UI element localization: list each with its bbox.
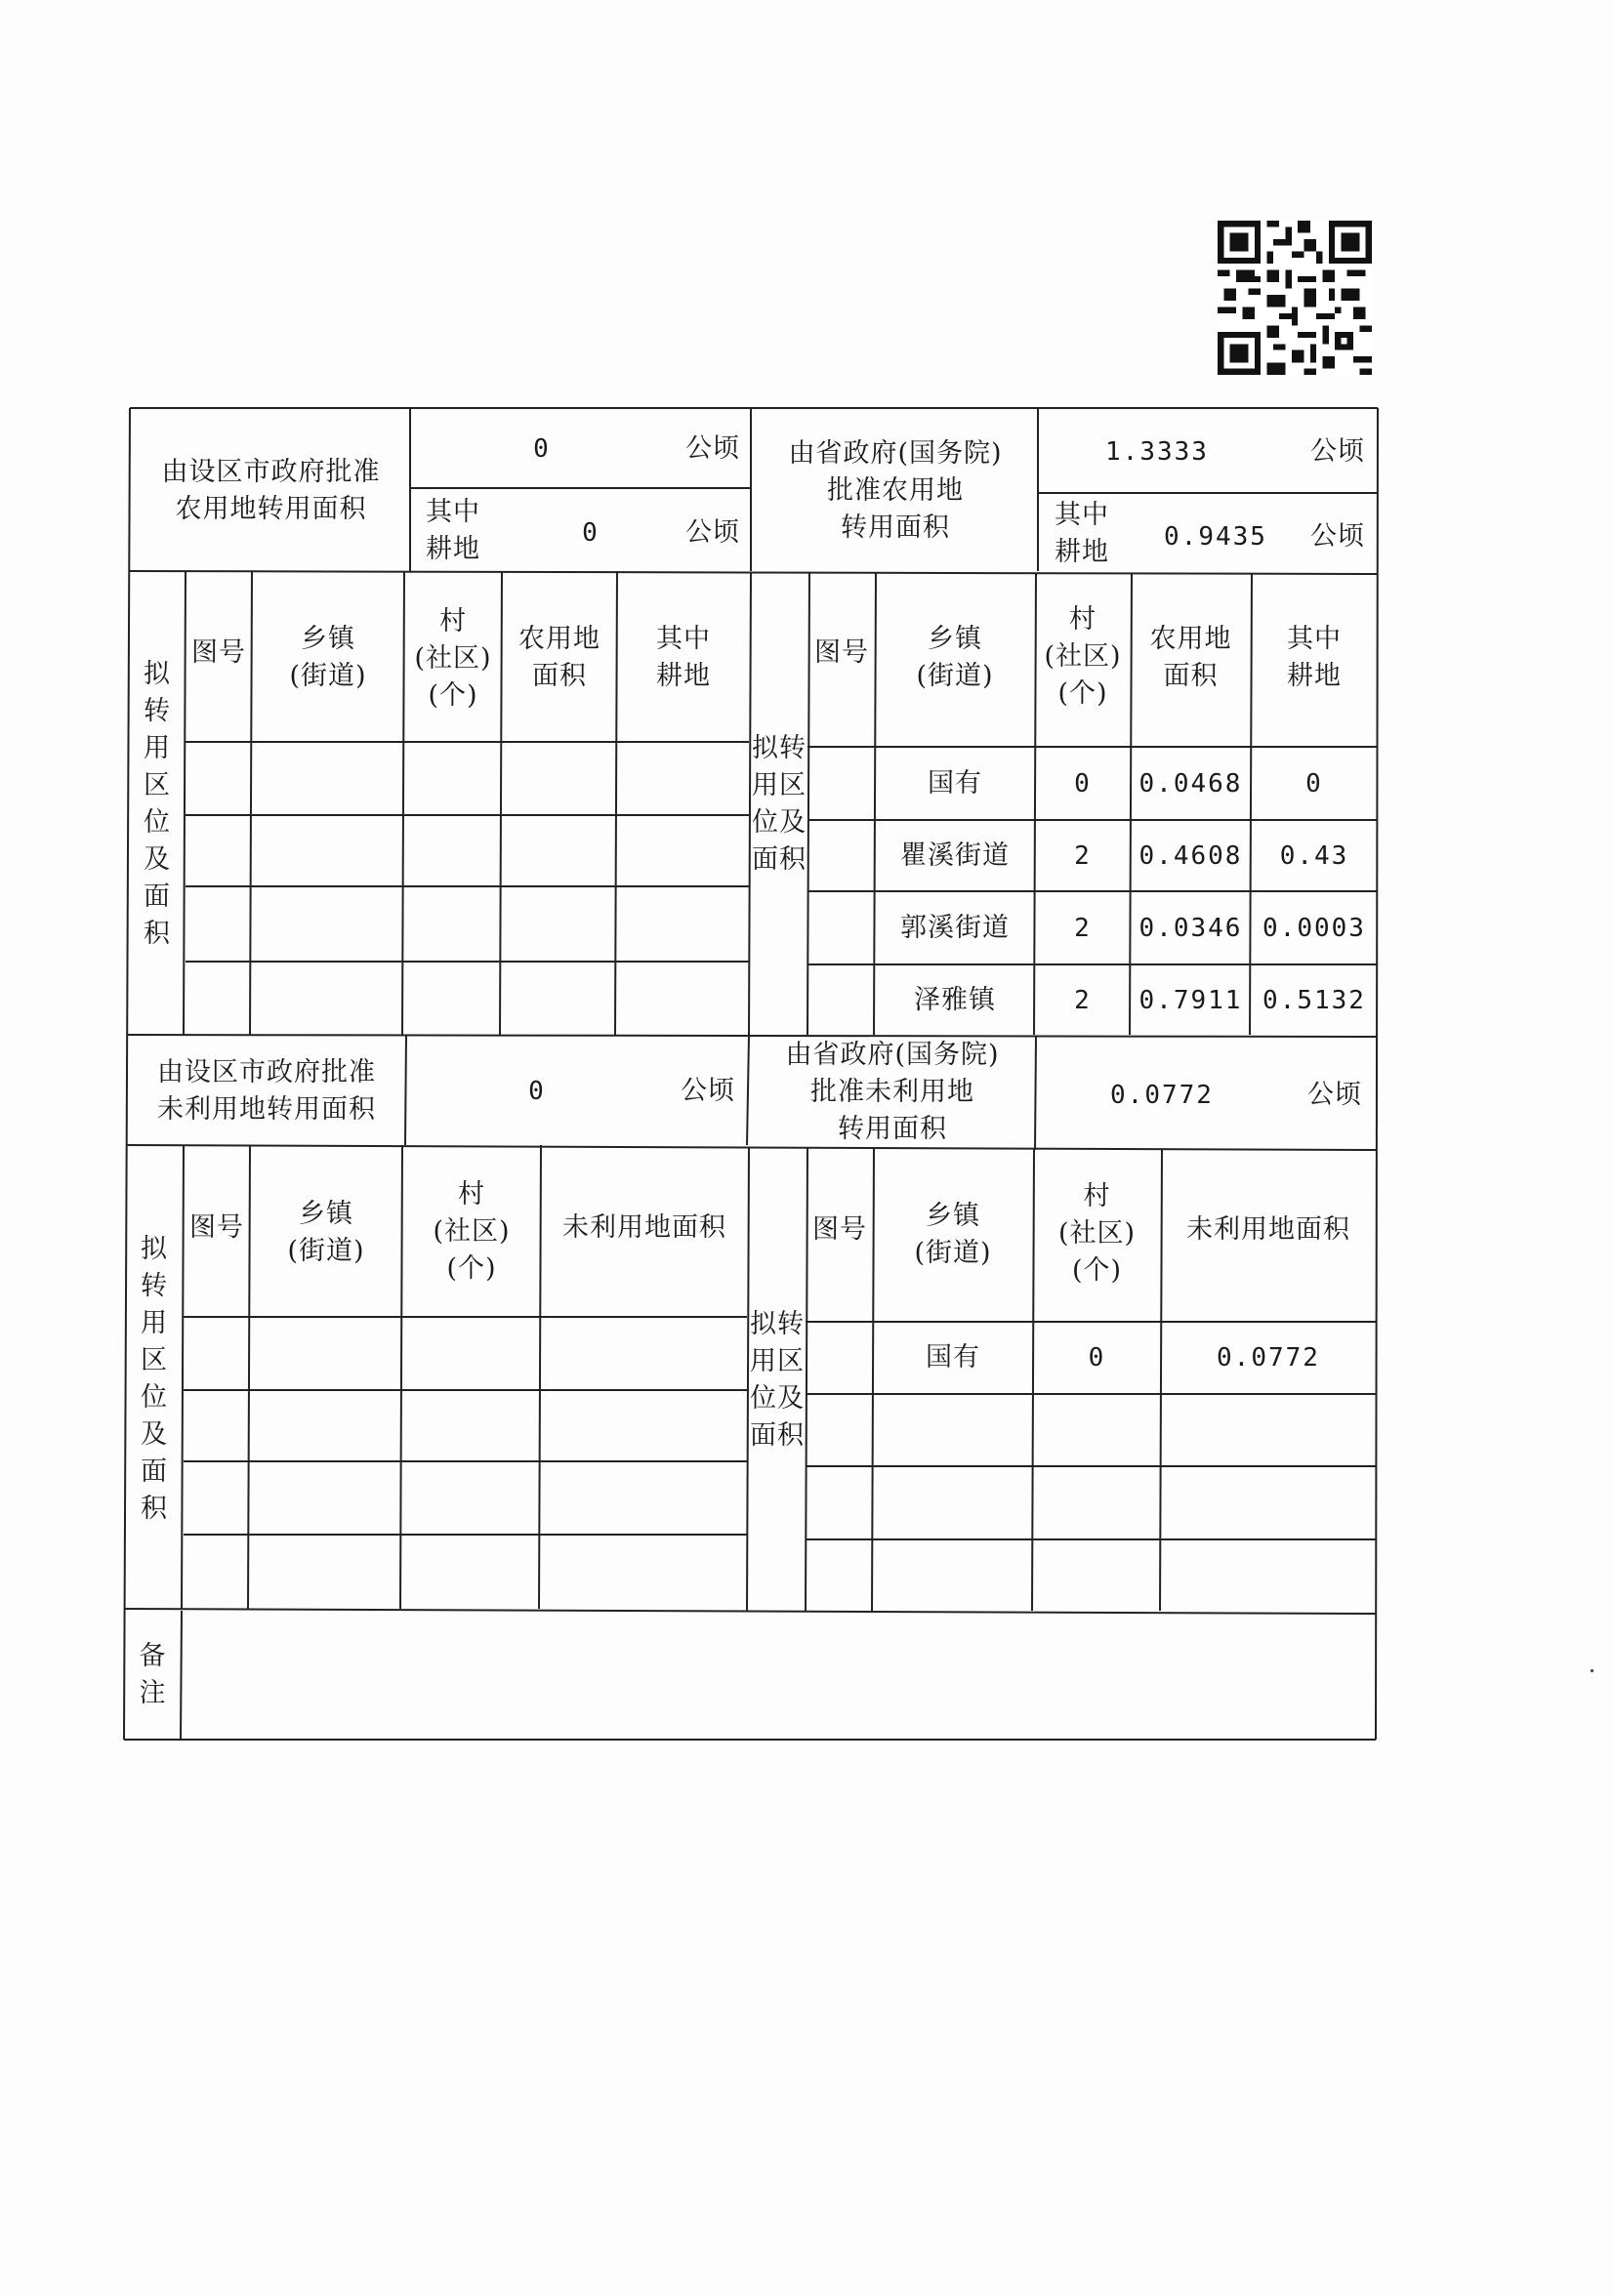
unit-label: 公顷 [685, 517, 740, 548]
unit-label: 公顷 [685, 433, 740, 464]
city-unused-area-value: 0 [528, 1077, 546, 1106]
unit-label: 公顷 [1310, 521, 1365, 552]
header-map-number: 图号 [191, 637, 246, 668]
unit-label: 公顷 [1307, 1080, 1362, 1110]
header-map-number: 图号 [814, 637, 869, 668]
header-village: 村 (社区) (个) [433, 1179, 511, 1284]
row-farmland-area: 0.0346 [1138, 913, 1243, 943]
row-village-count: 2 [1074, 840, 1092, 871]
header-township: 乡镇 (街道) [914, 1201, 992, 1268]
row-township: 瞿溪街道 [900, 840, 1010, 871]
city-including-arable-label: 其中 耕地 [426, 497, 480, 564]
row-farmland-area: 0.4608 [1138, 840, 1243, 871]
header-township: 乡镇 (街道) [916, 624, 994, 691]
row-unused-area: 0.0772 [1217, 1343, 1320, 1373]
header-village: 村 (社区) (个) [1057, 1181, 1137, 1286]
header-unused-area: 未利用地面积 [562, 1212, 726, 1243]
header-arable: 其中 耕地 [1287, 624, 1342, 691]
row-township: 国有 [926, 1342, 980, 1373]
city-unused-approval-label: 由设区市政府批准 未利用地转用面积 [157, 1056, 376, 1125]
row-farmland-area: 0.7911 [1138, 985, 1243, 1015]
row-arable-area: 0.43 [1279, 840, 1349, 871]
row-arable-area: 0 [1305, 768, 1323, 799]
right-conversion-location-label: 拟转 用区 位及 面积 [750, 1308, 805, 1451]
row-farmland-area: 0.0468 [1138, 768, 1243, 799]
province-unused-approval-label: 由省政府(国务院) 批准未利用地 转用面积 [785, 1040, 1000, 1144]
header-village: 村 (社区) (个) [1044, 604, 1122, 709]
province-farmland-area-value: 1.3333 [1105, 437, 1209, 467]
scan-speck [1591, 1669, 1593, 1672]
city-arable-area-value: 0 [582, 518, 600, 548]
unit-label: 公顷 [1310, 436, 1365, 467]
header-township: 乡镇 (街道) [289, 624, 367, 691]
left-conversion-location-label: 拟 转 用 区 位 及 面 积 [144, 659, 171, 949]
row-village-count: 0 [1088, 1343, 1106, 1373]
row-village-count: 2 [1074, 913, 1092, 943]
header-farmland-area: 农用地 面积 [518, 624, 600, 691]
city-farmland-approval-label: 由设区市政府批准 农用地转用面积 [161, 456, 381, 524]
row-township: 国有 [928, 767, 982, 799]
left-conversion-location-label: 拟 转 用 区 位 及 面 积 [141, 1233, 168, 1524]
province-including-arable-label: 其中 耕地 [1055, 500, 1109, 567]
header-arable: 其中 耕地 [656, 624, 711, 691]
row-arable-area: 0.0003 [1262, 913, 1366, 943]
province-unused-area-value: 0.0772 [1110, 1081, 1214, 1110]
remarks-content [186, 1617, 1372, 1736]
header-village: 村 (社区) (个) [414, 606, 492, 711]
remarks-label: 备 注 [139, 1641, 167, 1708]
city-farmland-area-value: 0 [533, 434, 551, 464]
row-township: 泽雅镇 [914, 984, 996, 1015]
header-farmland-area: 农用地 面积 [1149, 624, 1232, 691]
header-unused-area: 未利用地面积 [1186, 1214, 1350, 1245]
province-farmland-approval-label: 由省政府(国务院) 批准农用地 转用面积 [788, 437, 1003, 543]
row-township: 郭溪街道 [900, 912, 1010, 943]
right-conversion-location-label: 拟转 用区 位及 面积 [752, 733, 807, 875]
row-arable-area: 0.5132 [1262, 985, 1366, 1015]
row-village-count: 0 [1074, 768, 1092, 799]
province-arable-area-value: 0.9435 [1164, 522, 1267, 552]
header-map-number: 图号 [189, 1212, 244, 1243]
row-village-count: 2 [1074, 985, 1092, 1015]
unit-label: 公顷 [681, 1076, 735, 1106]
header-township: 乡镇 (街道) [287, 1199, 365, 1266]
header-map-number: 图号 [812, 1214, 867, 1245]
